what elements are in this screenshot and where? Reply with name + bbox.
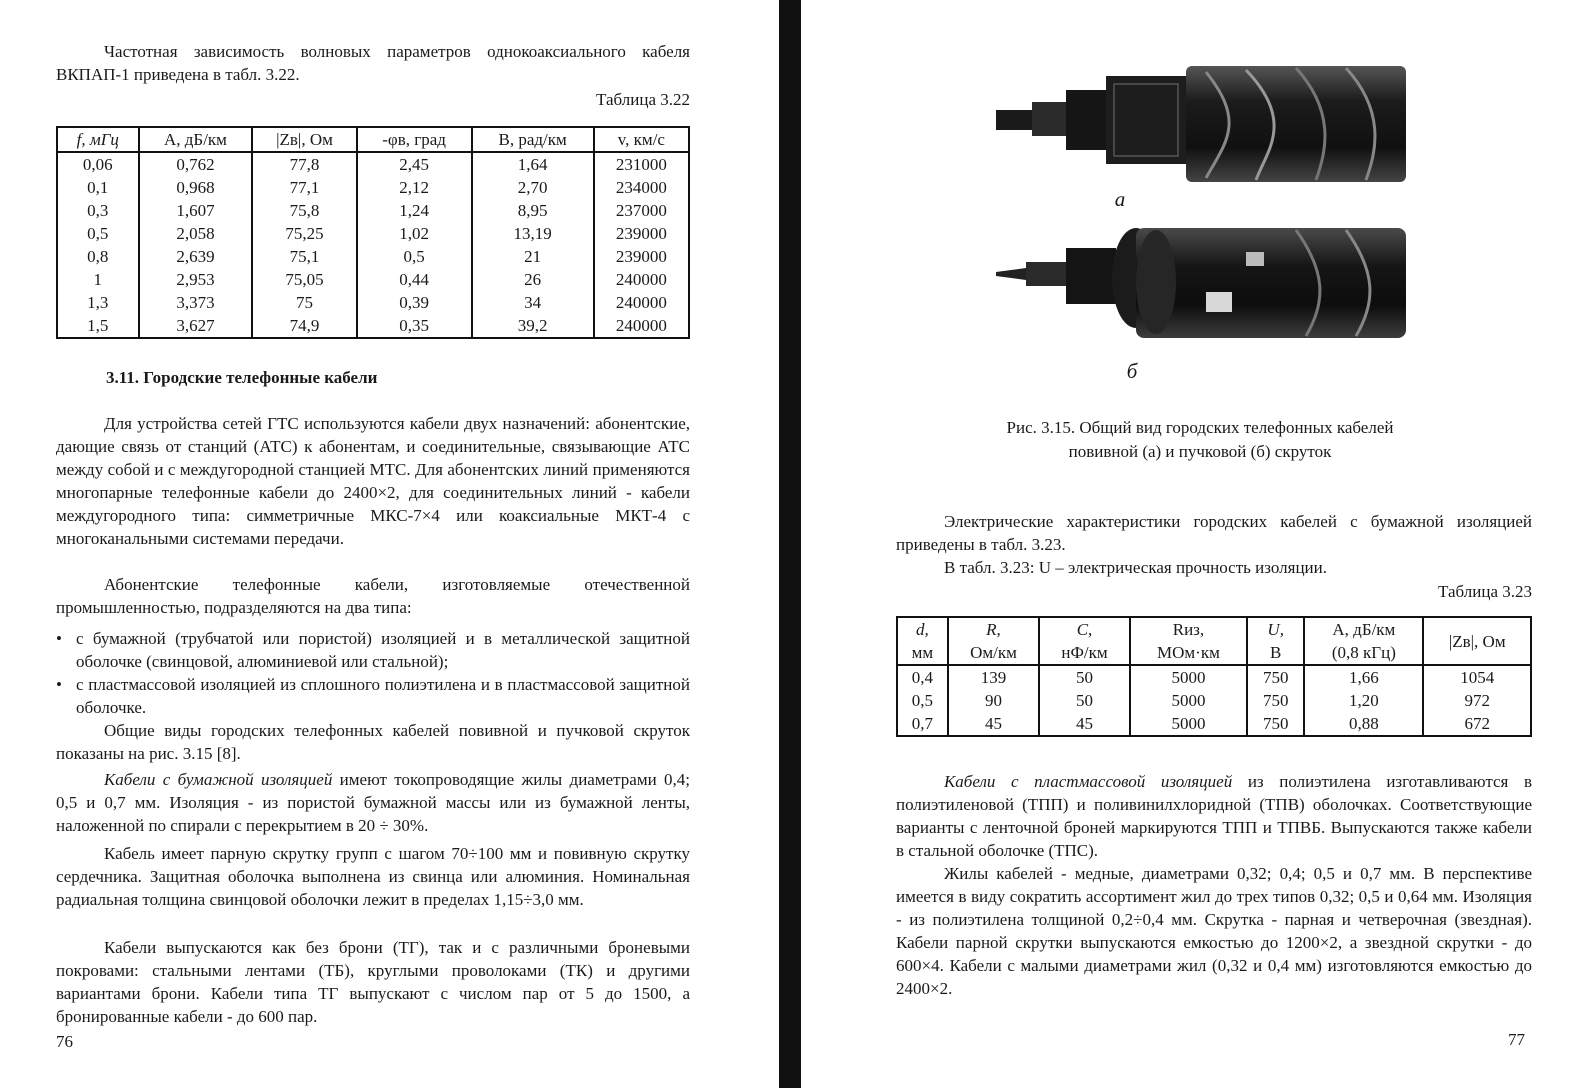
intro-paragraph: Частотная зависимость волновых параметров однокоаксиального кабеля ВКПАП-1 приведена в табл. 3.22.	[56, 42, 690, 84]
table-header-cell	[1130, 617, 1247, 665]
table-header-cell	[1304, 617, 1423, 665]
table-cell: 50	[1039, 665, 1130, 689]
table-cell: 3,627	[139, 314, 253, 338]
table-3-23	[896, 616, 1532, 737]
table-cell: 239000	[594, 245, 689, 268]
bullet-item: • с бумажной (трубчатой или пористой) изоляцией и в металлической защитной оболочке (свинцовой, алюминиевой или стальной);	[56, 627, 690, 673]
table-cell: 75,8	[252, 199, 356, 222]
table-cell: 74,9	[252, 314, 356, 338]
table-cell: 240000	[594, 268, 689, 291]
table-cell: 50	[1039, 689, 1130, 712]
bullet-list	[56, 627, 690, 719]
book-spine	[779, 0, 801, 1088]
table-cell: 2,953	[139, 268, 253, 291]
table-cell: 21	[472, 245, 594, 268]
italic-term: Кабели с бумажной изоляцией	[104, 770, 333, 789]
table-header-cell: A, дБ/км	[139, 127, 253, 152]
paragraph-5: Кабель имеет парную скрутку групп с шагом 70÷100 мм и повивную скрутку сердечника. Защитная оболочка выполнена из свинца или алюминия. Номинальная радиальная толщина свинцовой оболочки лежит в пределах 1,15÷3,0 мм.	[56, 844, 690, 909]
table-cell: 5000	[1130, 665, 1247, 689]
table-cell: 1054	[1423, 665, 1531, 689]
table-cell: 2,70	[472, 176, 594, 199]
table-cell: 75,05	[252, 268, 356, 291]
table-header-cell: |Zв|, Ом	[252, 127, 356, 152]
table-cell: 39,2	[472, 314, 594, 338]
table-header-line: (0,8 кГц)	[1331, 643, 1396, 662]
table-cell: 1,24	[357, 199, 472, 222]
table-cell: 1,66	[1304, 665, 1423, 689]
table-cell: 1,5	[57, 314, 139, 338]
bullet-item: • с пластмассовой изоляцией из сплошного полиэтилена и в пластмассовой защитной оболочке.	[56, 673, 690, 719]
table-row	[57, 152, 689, 176]
table-cell: 75,1	[252, 245, 356, 268]
figure-caption-line-1: Рис. 3.15. Общий вид городских телефонных кабелей	[1006, 418, 1394, 437]
right-paragraph-2: В табл. 3.23: U – электрическая прочность изоляции.	[944, 558, 1327, 577]
table-cell: 1,607	[139, 199, 253, 222]
table-cell: 26	[472, 268, 594, 291]
table-cell: 750	[1247, 665, 1304, 689]
right-paragraph-3	[896, 770, 1532, 862]
table-cell: 240000	[594, 291, 689, 314]
table-header-line: МОм·км	[1157, 643, 1220, 662]
table-cell: 237000	[594, 199, 689, 222]
table-cell: 239000	[594, 222, 689, 245]
right-paragraph-4: Жилы кабелей - медные, диаметрами 0,32; 0,4; 0,5 и 0,7 мм. В перспективе имеется в виду сократить ассортимент жил до трех типов 0,32; 0,5 и 0,64 мм. Изоляция - из полиэтилена толщиной 0,2÷0,4 мм. Скрутка - парная и четверочная (звездная). Кабели парной скрутки выпускаются емкостью до 1200×2, а звездной скрутки - до 600×4. Кабели с малыми диаметрами жил (0,32 и 0,4 мм) изготовляются емкостью до 2400×2.	[896, 864, 1532, 998]
table-cell: 2,45	[357, 152, 472, 176]
table-header-cell	[1247, 617, 1304, 665]
table-cell: 77,1	[252, 176, 356, 199]
table-header-cell: f, мГц	[57, 127, 139, 152]
table-header-cell: -φв, град	[357, 127, 472, 152]
table-header-line: Ом/км	[970, 643, 1017, 662]
table-cell: 1,3	[57, 291, 139, 314]
section-title: 3.11. Городские телефонные кабели	[106, 368, 378, 387]
table-header-line: мм	[911, 643, 934, 662]
table-header-line: В	[1270, 643, 1282, 662]
paragraph-1: Для устройства сетей ГТС используются кабели двух назначений: абонентские, дающие связь от станций (АТС) к абонентам, и соединительные, связывающие АТС между собой и с междугородной станцией МТС. Для абонентских линий применяются многопарные телефонные кабели до 2400×2, для соединительных линий - кабели междугородного типа: симметричные МКС-7×4 или коаксиальные МКТ-4 с многоканальными системами передачи.	[56, 414, 690, 548]
table-cell: 0,39	[357, 291, 472, 314]
table-cell: 75	[252, 291, 356, 314]
table-cell: 0,4	[897, 665, 948, 689]
figure-caption-line-2: повивной (а) и пучковой (б) скруток	[1068, 442, 1332, 461]
table-cell: 0,968	[139, 176, 253, 199]
table-cell: 75,25	[252, 222, 356, 245]
table-row	[57, 222, 689, 245]
table-row	[57, 291, 689, 314]
table-cell: 0,3	[57, 199, 139, 222]
table-row	[897, 665, 1531, 689]
italic-term: Кабели с пластмассовой изоляцией	[944, 772, 1233, 791]
page-number: 77	[1508, 1030, 1525, 1049]
table-row	[57, 245, 689, 268]
table-cell: 2,12	[357, 176, 472, 199]
right-paragraph-1: Электрические характеристики городских кабелей с бумажной изоляцией приведены в табл. 3.23.	[896, 512, 1532, 554]
table-header-line: нФ/км	[1061, 643, 1108, 662]
table-header-cell	[1423, 617, 1531, 665]
table-cell: 240000	[594, 314, 689, 338]
table-cell: 0,88	[1304, 712, 1423, 736]
paragraph-2: Абонентские телефонные кабели, изготовляемые отечественной промышленностью, подразделяются на два типа:	[56, 575, 690, 617]
table-row	[57, 199, 689, 222]
table-row	[57, 314, 689, 338]
table-cell: 0,8	[57, 245, 139, 268]
table-header-line: Rиз,	[1172, 620, 1205, 639]
table-cell: 13,19	[472, 222, 594, 245]
table-header-line: C,	[1076, 620, 1093, 639]
table-cell: 231000	[594, 152, 689, 176]
table-row	[57, 176, 689, 199]
table-cell: 139	[948, 665, 1039, 689]
table-cell: 0,5	[897, 689, 948, 712]
table-cell: 1,20	[1304, 689, 1423, 712]
table-header-line: U,	[1267, 620, 1284, 639]
table-cell: 750	[1247, 712, 1304, 736]
table-cell: 2,639	[139, 245, 253, 268]
paragraph-4	[56, 768, 690, 837]
table-cell: 0,5	[357, 245, 472, 268]
table-header-line: d,	[916, 620, 929, 639]
table-cell: 672	[1423, 712, 1531, 736]
table-cell: 45	[1039, 712, 1130, 736]
table-cell: 45	[948, 712, 1039, 736]
table-cell: 0,06	[57, 152, 139, 176]
table-cell: 0,5	[57, 222, 139, 245]
left-page	[0, 0, 780, 1088]
table-cell: 3,373	[139, 291, 253, 314]
right-paragraph-3-text: из полиэтилена изготавливаются в полиэтиленовой (ТПП) и поливинилхлоридной (ТПВ) оболочках. Соответствующие варианты с ленточной броней маркируются ТПП и ТПВБ. Выпускаются также кабели в стальной оболочке (ТПС).	[896, 772, 1532, 860]
cable-photo-b	[996, 222, 1406, 352]
table-header-cell	[1039, 617, 1130, 665]
table-cell: 0,1	[57, 176, 139, 199]
page-number: 76	[56, 1032, 73, 1051]
table-cell: 0,44	[357, 268, 472, 291]
table-cell: 0,35	[357, 314, 472, 338]
paragraph-3: Общие виды городских телефонных кабелей повивной и пучковой скруток показаны на рис. 3.15 [8].	[56, 721, 690, 763]
table-header-cell	[948, 617, 1039, 665]
paragraph-6: Кабели выпускаются как без брони (ТГ), так и с различными броневыми покровами: стальными лентами (ТБ), круглыми проволоками (ТК) и другими вариантами брони. Кабели типа ТГ выпускают с числом пар от 5 до 1500, а бронированные кабели - до 600 пар.	[56, 938, 690, 1026]
table-cell: 1,64	[472, 152, 594, 176]
table-3-22	[56, 126, 690, 339]
table-cell: 0,762	[139, 152, 253, 176]
table-cell: 90	[948, 689, 1039, 712]
table-cell: 234000	[594, 176, 689, 199]
table-header-line: |Zв|, Ом	[1448, 631, 1506, 651]
table-row	[897, 712, 1531, 736]
table-caption-3-23: Таблица 3.23	[1438, 582, 1532, 601]
table-cell: 5000	[1130, 689, 1247, 712]
table-cell: 972	[1423, 689, 1531, 712]
figure-label-b: б	[1126, 359, 1138, 383]
table-cell: 750	[1247, 689, 1304, 712]
cable-photo-a	[996, 62, 1406, 184]
table-cell: 8,95	[472, 199, 594, 222]
table-row	[57, 268, 689, 291]
right-page	[800, 0, 1584, 1088]
table-header-cell	[897, 617, 948, 665]
paragraph-4-text: имеют токопроводящие жилы диаметрами 0,4; 0,5 и 0,7 мм. Изоляция - из пористой бумажной массы или из бумажной ленты, наложенной по спирали с перекрытием в 20 ÷ 30%.	[56, 770, 691, 835]
table-cell: 0,7	[897, 712, 948, 736]
table-caption-3-22: Таблица 3.22	[596, 90, 690, 109]
table-header-cell: B, рад/км	[472, 127, 594, 152]
table-cell: 1,02	[357, 222, 472, 245]
table-header-row	[897, 617, 1531, 665]
table-cell: 1	[57, 268, 139, 291]
table-row	[897, 689, 1531, 712]
table-cell: 5000	[1130, 712, 1247, 736]
table-header-line: R,	[986, 620, 1001, 639]
table-cell: 77,8	[252, 152, 356, 176]
table-cell: 34	[472, 291, 594, 314]
table-cell: 2,058	[139, 222, 253, 245]
table-header-cell: v, км/с	[594, 127, 689, 152]
table-header-line: A, дБ/км	[1332, 620, 1396, 639]
figure-label-a: а	[1114, 187, 1126, 211]
